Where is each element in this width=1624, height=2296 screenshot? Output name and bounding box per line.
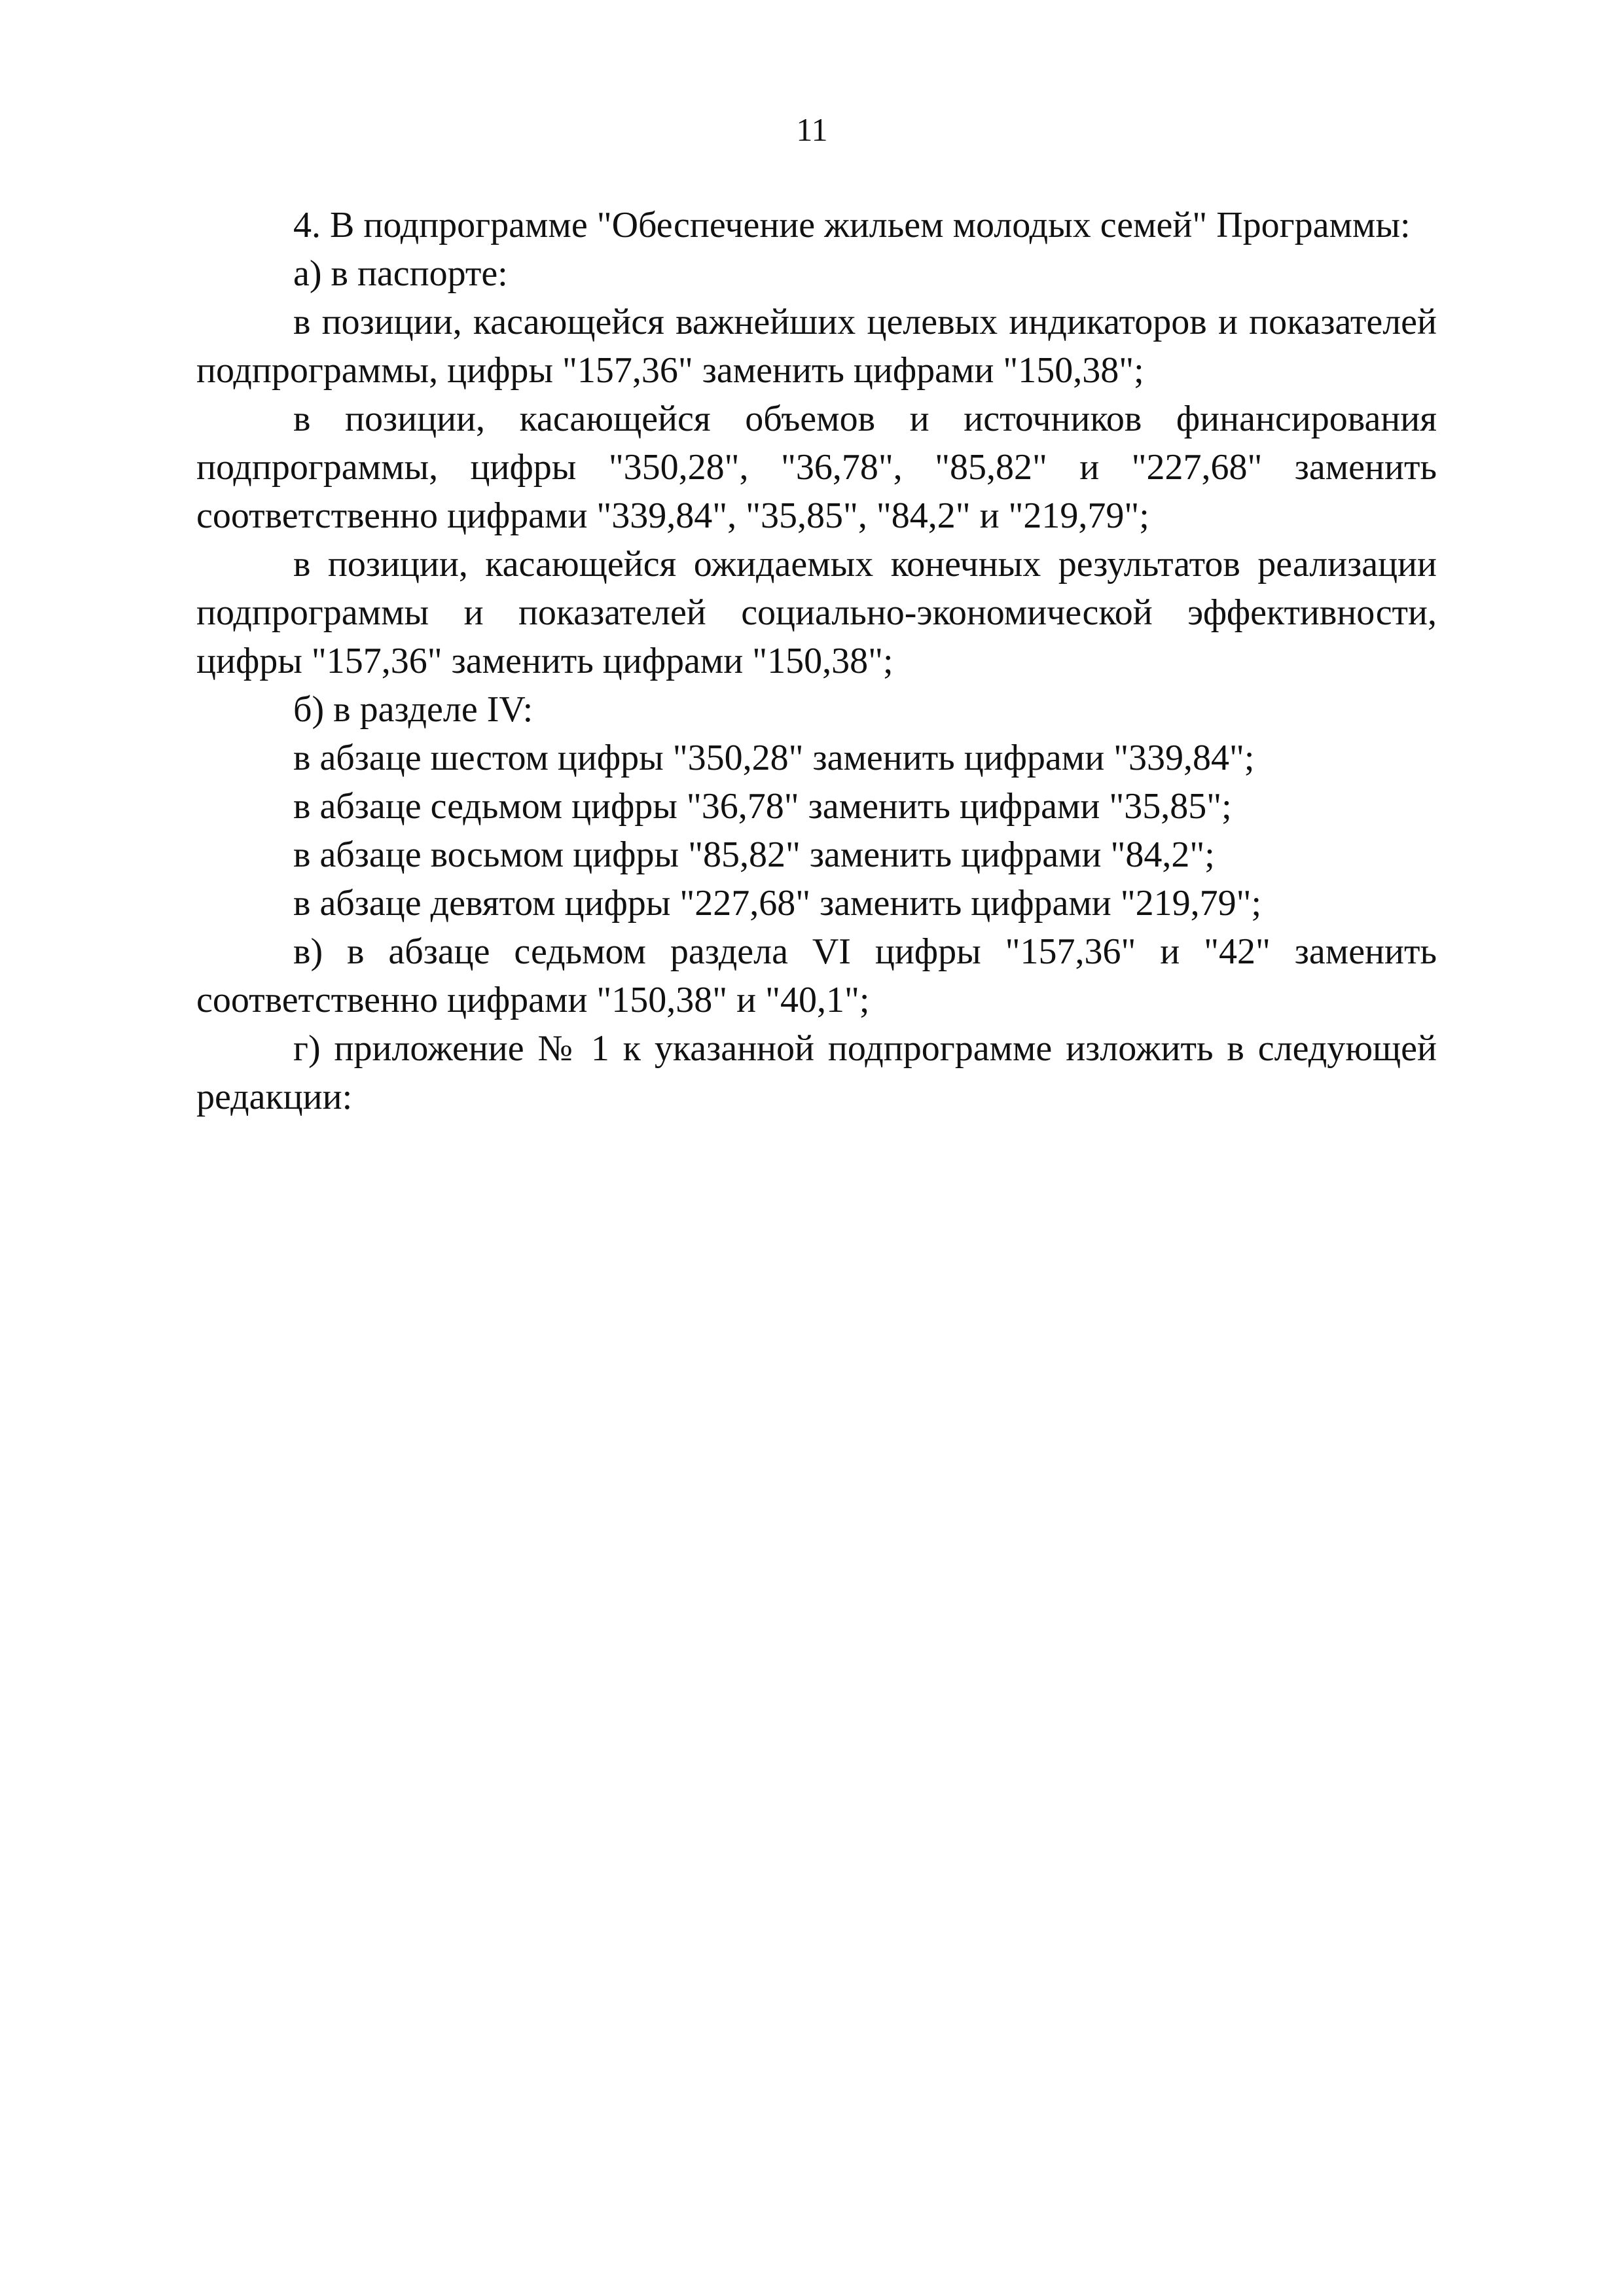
paragraph-expected-results: в позиции, касающейся ожидаемых конечных результатов реализации подпрограммы и показателей социально-экономической эффективности, цифры "157,36" заменить цифрами "150,38"; xyxy=(196,544,1437,681)
paragraph-target-indicators: в позиции, касающейся важнейших целевых индикаторов и показателей подпрограммы, цифры "157,36" заменить цифрами "150,38"; xyxy=(196,302,1437,391)
paragraph-financing: в позиции, касающейся объемов и источников финансирования подпрограммы, цифры "350,28", "36,78", "85,82" и "227,68" заменить соответственно цифрами "339,84", "35,85", "84,2" и "219,79"; xyxy=(196,399,1437,536)
paragraph-sixth: в абзаце шестом цифры "350,28" заменить цифрами "339,84"; xyxy=(293,738,1255,778)
paragraph-appendix: г) приложение № 1 к указанной подпрограмме изложить в следующей редакции: xyxy=(196,1028,1437,1117)
paragraph-passport: а) в паспорте: xyxy=(293,253,508,294)
paragraph-ninth: в абзаце девятом цифры "227,68" заменить цифрами "219,79"; xyxy=(293,883,1262,924)
paragraph-item-4: 4. В подпрограмме "Обеспечение жильем молодых семей" Программы: xyxy=(293,205,1411,245)
paragraph-section-iv: б) в разделе IV: xyxy=(293,689,533,730)
paragraph-eighth: в абзаце восьмом цифры "85,82" заменить цифрами "84,2"; xyxy=(293,834,1215,875)
page-number: 11 xyxy=(796,111,828,148)
document-body xyxy=(196,201,1437,1121)
paragraph-seventh: в абзаце седьмом цифры "36,78" заменить цифрами "35,85"; xyxy=(293,786,1232,827)
paragraph-section-vi: в) в абзаце седьмом раздела VI цифры "157,36" и "42" заменить соответственно цифрами "150,38" и "40,1"; xyxy=(196,931,1437,1020)
